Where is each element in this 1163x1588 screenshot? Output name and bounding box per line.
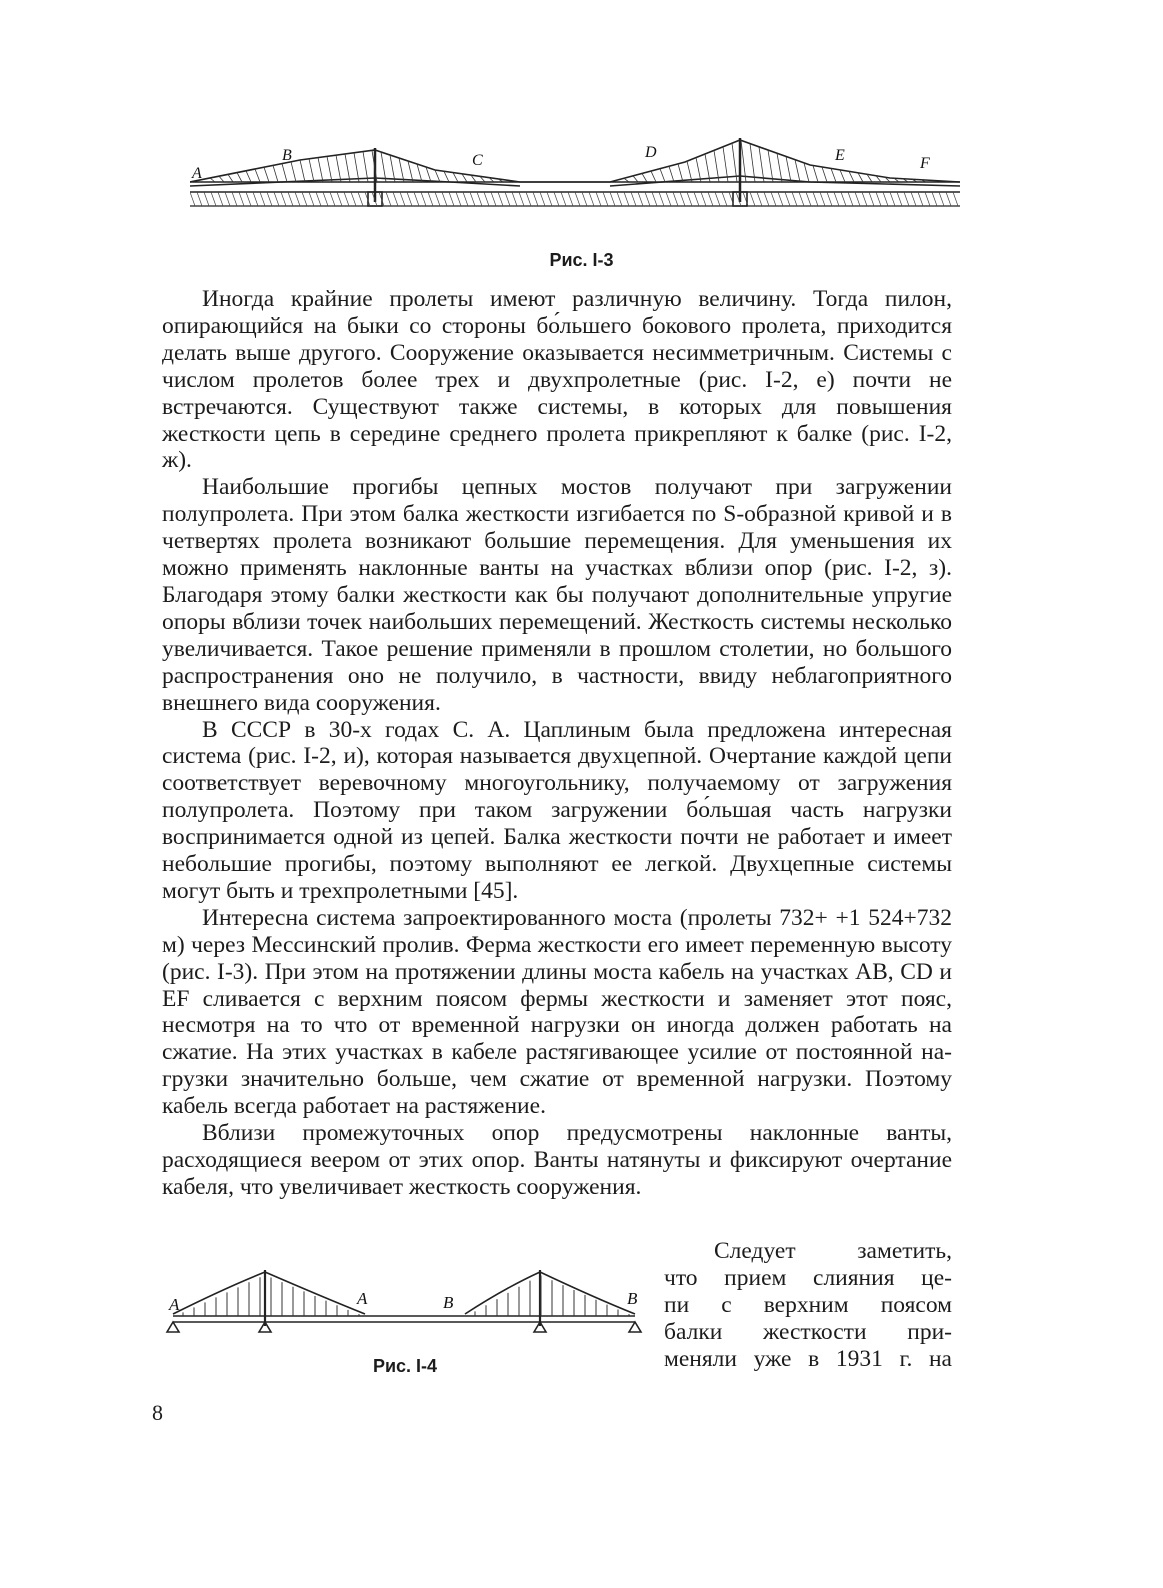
truss-member [327, 156, 332, 182]
ground-stroke [498, 192, 503, 206]
ground-stroke [316, 192, 321, 206]
ground-stroke [190, 192, 195, 206]
ground-stroke [792, 192, 797, 206]
ground-stroke [435, 192, 440, 206]
ground-stroke [309, 192, 314, 206]
ground-stroke [911, 192, 916, 206]
truss-member [228, 174, 233, 182]
truss-member [633, 176, 638, 182]
fig2-label-b-right: B [627, 1289, 638, 1308]
ground-stroke [260, 192, 265, 206]
ground-stroke [337, 192, 342, 206]
fig2-label-b-mid: B [443, 1293, 454, 1312]
truss-member [822, 167, 827, 182]
ground-stroke [505, 192, 510, 206]
ground-stroke [323, 192, 328, 206]
ground-stroke [946, 192, 951, 206]
ground-stroke [386, 192, 391, 206]
truss-member [237, 173, 242, 182]
ground-stroke [834, 192, 839, 206]
ground-stroke [274, 192, 279, 206]
ground-stroke [589, 192, 594, 206]
truss-member [273, 165, 278, 182]
chain-right [465, 1272, 635, 1314]
ground-stroke [918, 192, 923, 206]
truss-member [255, 169, 260, 182]
ground-hatching [190, 192, 958, 206]
support-3 [534, 1322, 546, 1332]
ground-stroke [785, 192, 790, 206]
ground-stroke [526, 192, 531, 206]
ground-stroke [715, 192, 720, 206]
truss-member [381, 152, 386, 182]
figure-caption-1: Рис. I-3 [549, 250, 614, 270]
ground-stroke [771, 192, 776, 206]
ground-stroke [799, 192, 804, 206]
ground-stroke [288, 192, 293, 206]
truss-member [264, 167, 269, 182]
ground-stroke [456, 192, 461, 206]
ground-stroke [344, 192, 349, 206]
support-2 [259, 1322, 271, 1332]
ground-stroke [687, 192, 692, 206]
side-text-line: Следует заметить, [714, 1238, 952, 1264]
ground-stroke [421, 192, 426, 206]
fig1-label-c: C [472, 152, 483, 169]
ground-stroke [330, 192, 335, 206]
truss-member [309, 159, 314, 182]
ground-stroke [582, 192, 587, 206]
ground-stroke [603, 192, 608, 206]
truss-member [417, 164, 422, 182]
ground-stroke [533, 192, 538, 206]
ground-stroke [239, 192, 244, 206]
ground-stroke [575, 192, 580, 206]
ground-stroke [351, 192, 356, 206]
ground-stroke [883, 192, 888, 206]
fig1-label-e: E [835, 147, 845, 164]
ground-stroke [869, 192, 874, 206]
body-text [162, 286, 952, 1201]
ground-stroke [400, 192, 405, 206]
ground-stroke [631, 192, 636, 206]
truss-member [813, 165, 818, 182]
wrapped-side-text [664, 1238, 952, 1373]
ground-stroke [813, 192, 818, 206]
ground-stroke [267, 192, 272, 206]
ground-stroke [904, 192, 909, 206]
ground-stroke [722, 192, 727, 206]
truss-member [768, 150, 773, 182]
ground-stroke [862, 192, 867, 206]
fig1-label-d: D [645, 144, 657, 161]
truss-member [345, 154, 350, 182]
paragraph: Интересна система запроектированного моста (пролеты 732+ +1 524+732 м) через Мессинский пролив. Ферма жесткости его имеет переменную высоту (рис. I-3). При этом на протяжении длины моста кабель на участках AB, CD и EF сливается с верхним поясом фермы жесткости и заменяет этот пояс, несмотря на то что от временной нагрузки он иногда должен работать на сжатие. На этих участках в кабеле растягивающее усилие от постоянной нагрузки значительно больше, чем сжатие от временной нагрузки. Поэтому кабель всегда работает на растяжение. [162, 904, 952, 1120]
ground-stroke [246, 192, 251, 206]
ground-stroke [645, 192, 650, 206]
ground-stroke [617, 192, 622, 206]
ground-stroke [848, 192, 853, 206]
ground-stroke [596, 192, 601, 206]
truss-member [435, 170, 440, 182]
paragraph: Вблизи промежуточных опор предусмотрены наклонные ванты, расходящиеся веером от этих опор. Ванты натянуты и фиксируют очертание кабеля, что увеличивает жесткость сооружения. [162, 1120, 952, 1200]
ground-stroke [442, 192, 447, 206]
ground-stroke [281, 192, 286, 206]
truss-member [804, 163, 809, 182]
ground-stroke [211, 192, 216, 206]
ground-stroke [764, 192, 769, 206]
ground-stroke [897, 192, 902, 206]
figure-caption-2: Рис. I-4 [372, 1356, 438, 1376]
paragraph: Наибольшие прогибы цепных мостов получают при загружении полупролета. При этом балка жесткости изгибается по S-образной кривой и в четвертях пролета возникают большие перемещения. Для уменьшения их можно применять наклонные ванты на участках вблизи опор (рис. I-2, з). Благодаря этому балки жесткости как бы получают дополнительные упругие опоры вблизи точек наибольших перемещений. Жесткость системы несколько увеличивается. Такое решение применяли в прошлом столетии, но большого распространения оно не получило, в частности, ввиду неблагоприятного внешнего вида сооружения. [162, 474, 952, 716]
side-text-line: что прием слияния це- [664, 1264, 952, 1291]
ground-stroke [470, 192, 475, 206]
figure-and-side-text [0, 1238, 1163, 1398]
chain-left [173, 1272, 365, 1314]
truss-member [318, 158, 323, 182]
truss-member [687, 161, 692, 182]
ground-stroke [953, 192, 958, 206]
ground-stroke [197, 192, 202, 206]
truss-member [444, 171, 449, 182]
ground-stroke [414, 192, 419, 206]
ground-stroke [449, 192, 454, 206]
truss-member [831, 168, 836, 182]
truss-member [786, 156, 791, 182]
fig1-label-a: A [192, 165, 202, 182]
ground-stroke [890, 192, 895, 206]
figure-two-chain-bridge [165, 1268, 645, 1338]
truss-member [696, 158, 701, 182]
fig2-label-a-mid: A [357, 1289, 368, 1308]
truss-member [408, 161, 413, 182]
ground-stroke [540, 192, 545, 206]
truss-member [291, 162, 296, 182]
cable-lower-right [610, 176, 960, 186]
ground-stroke [561, 192, 566, 206]
paragraph: В СССР в 30-х годах С. А. Цаплиным была предложена интересная система (рис. I-2, и), которая называется двухцепной. Очертание каждой цепи соответствует веревочному многоугольнику, получаемому от загружения полупролета. Поэтому при таком загружении бо́льшая часть нагрузки воспринимается одной из цепей. Балка жесткости почти не работает и имеет небольшие прогибы, поэтому выполняют ее легкой. Двухцепные системы могут быть и трехпролетными [45]. [162, 716, 952, 904]
truss-member [354, 153, 359, 182]
ground-stroke [491, 192, 496, 206]
ground-stroke [512, 192, 517, 206]
ground-stroke [841, 192, 846, 206]
ground-stroke [232, 192, 237, 206]
truss-member [219, 176, 224, 182]
ground-stroke [624, 192, 629, 206]
ground-stroke [554, 192, 559, 206]
truss-member [246, 171, 251, 182]
figure-messina-bridge [190, 130, 960, 240]
truss-hatching [210, 140, 926, 182]
ground-stroke [827, 192, 832, 206]
truss-member [795, 160, 800, 182]
ground-stroke [295, 192, 300, 206]
ground-stroke [666, 192, 671, 206]
truss-member [669, 166, 674, 182]
ground-stroke [701, 192, 706, 206]
ground-stroke [428, 192, 433, 206]
ground-stroke [855, 192, 860, 206]
ground-stroke [925, 192, 930, 206]
truss-member [759, 147, 764, 182]
ground-stroke [568, 192, 573, 206]
ground-stroke [820, 192, 825, 206]
ground-stroke [484, 192, 489, 206]
ground-stroke [806, 192, 811, 206]
ground-stroke [407, 192, 412, 206]
side-text-line: пи с верхним поясом [664, 1291, 952, 1318]
fig2-label-a-left: A [169, 1295, 180, 1314]
truss-member [453, 173, 458, 182]
ground-stroke [652, 192, 657, 206]
truss-member [777, 153, 782, 182]
page-number: 8 [152, 1400, 163, 1425]
fig1-label-f: F [920, 155, 930, 172]
truss-member [849, 171, 854, 182]
ground-stroke [225, 192, 230, 206]
truss-member [840, 170, 845, 182]
ground-stroke [673, 192, 678, 206]
ground-stroke [750, 192, 755, 206]
truss-member [678, 164, 683, 182]
ground-stroke [939, 192, 944, 206]
fig1-label-b: B [282, 147, 292, 164]
ground-stroke [932, 192, 937, 206]
ground-stroke [757, 192, 762, 206]
ground-stroke [876, 192, 881, 206]
ground-stroke [218, 192, 223, 206]
ground-stroke [694, 192, 699, 206]
truss-member [642, 173, 647, 182]
truss-member [399, 158, 404, 182]
truss-member [300, 160, 305, 182]
ground-stroke [610, 192, 615, 206]
ground-stroke [204, 192, 209, 206]
ground-stroke [519, 192, 524, 206]
ground-stroke [253, 192, 258, 206]
support-4 [629, 1322, 641, 1332]
truss-member [363, 152, 368, 182]
ground-stroke [477, 192, 482, 206]
ground-stroke [393, 192, 398, 206]
truss-member [651, 171, 656, 182]
ground-stroke [463, 192, 468, 206]
side-text-line: меняли уже в 1931 г. на [664, 1345, 952, 1372]
ground-stroke [659, 192, 664, 206]
ground-stroke [708, 192, 713, 206]
truss-member [390, 155, 395, 182]
truss-member [660, 169, 665, 182]
ground-stroke [302, 192, 307, 206]
ground-stroke [778, 192, 783, 206]
side-text-line: балки жесткости при- [664, 1318, 952, 1345]
ground-stroke [680, 192, 685, 206]
paragraph: Иногда крайние пролеты имеют различную величину. Тогда пилон, опирающийся на быки со стороны бо́льшего бокового пролета, приходится делать выше другого. Сооружение оказывается несимметричным. Системы с числом пролетов более трех и двухпролетные (рис. I-2, е) почти не встречаются. Существуют также системы, в которых для повышения жесткости цепь в середине среднего пролета прикрепляют к балке (рис. I-2, ж). [162, 286, 952, 474]
ground-stroke [547, 192, 552, 206]
truss-member [336, 155, 341, 182]
truss-member [282, 164, 287, 182]
support-1 [167, 1322, 179, 1332]
ground-stroke [358, 192, 363, 206]
ground-stroke [638, 192, 643, 206]
